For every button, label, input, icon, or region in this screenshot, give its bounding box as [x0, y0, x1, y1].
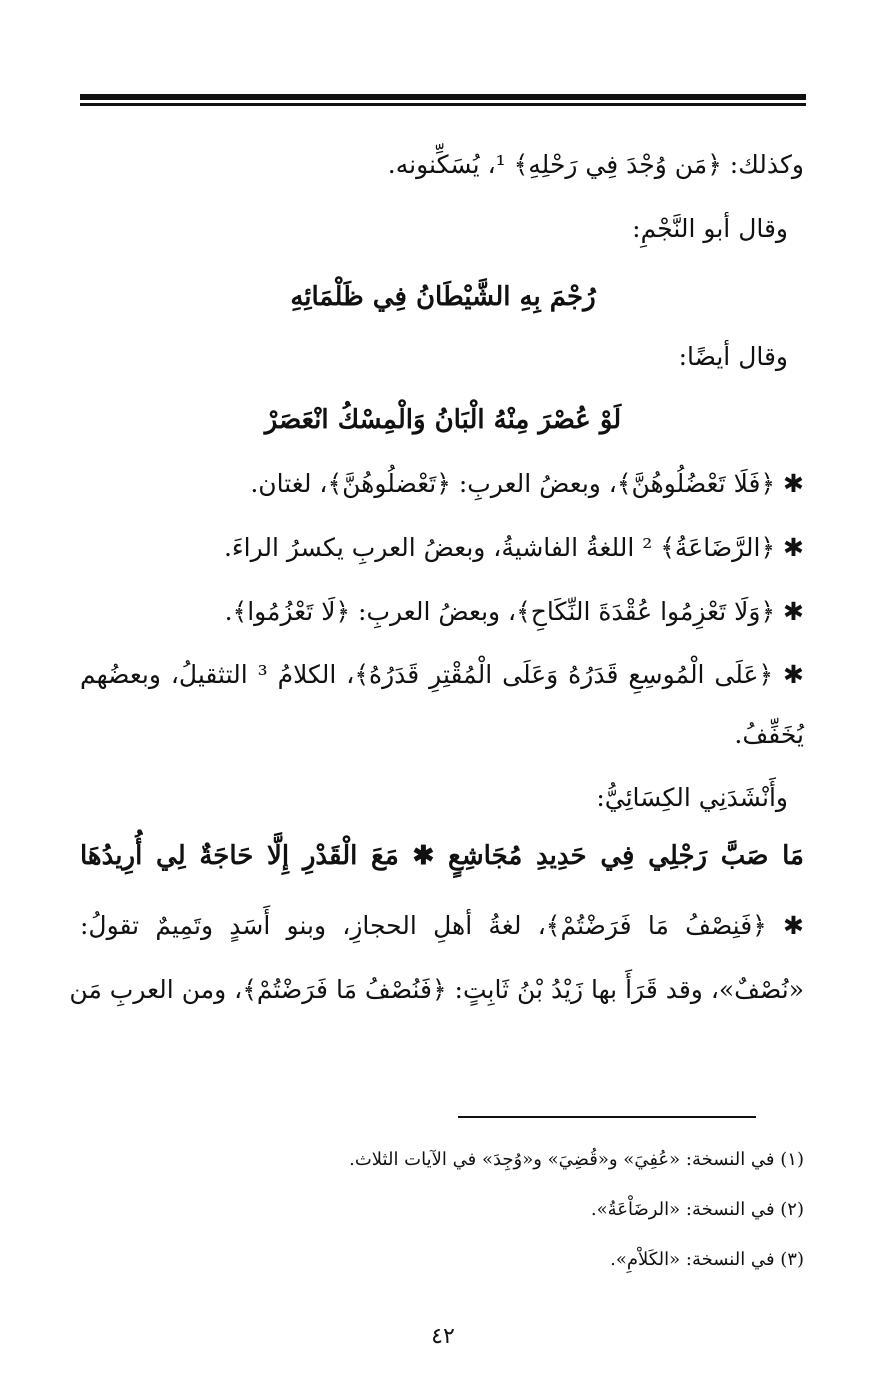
verse-line-2: لَوْ عُصْرَ مِنْهُ الْبَانُ وَالْمِسْكُ انْعَصَرْ	[264, 405, 622, 435]
text-line-1: وكذلك: ﴿مَن وُجْدَ فِي رَحْلِهِ﴾ ¹، يُسَكِّنونه.	[387, 150, 804, 179]
text-line-6: ✱ ﴿وَلَا تَعْزِمُوا عُقْدَةَ النِّكَاحِ﴾، وبعضُ العربِ: ﴿لَا تَعْزُمُوا﴾.	[224, 597, 804, 626]
footnote-3: (٣) في النسخة: «الكَلاْمِ».	[610, 1249, 804, 1270]
text-line-4: ✱ ﴿فَلَا تَعْضُلُوهُنَّ﴾، وبعضُ العربِ: ﴿تَعْضلُوهُنَّ﴾، لغتان.	[250, 469, 804, 498]
page-number: ٤٢	[431, 1324, 455, 1349]
text-line-8: يُخَفِّفُ.	[734, 720, 804, 749]
footnote-1: (١) في النسخة: «عُفِيَ» و«قُضِيَ» و«وُجِدَ» في الآيات الثلاث.	[349, 1149, 804, 1170]
text-line-5: ✱ ﴿الرَّضَاعَةُ﴾ ² اللغةُ الفاشيةُ، وبعضُ العربِ يكسرُ الراءَ.	[223, 533, 804, 562]
text-line-11: «نُصْفٌ»، وقد قَرَأَ بها زَيْدُ بْنُ ثَابِتٍ: ﴿فَنُصْفُ مَا فَرَضْتُمْ﴾، ومن العربِ مَن	[69, 975, 804, 1004]
text-line-3: وقال أيضًا:	[678, 342, 788, 371]
text-line-9: وأَنْشَدَنِي الكِسَائِيُّ:	[596, 783, 788, 812]
footnote-2: (٢) في النسخة: «الرضَاْعَةُ».	[590, 1199, 804, 1220]
header-rule-thick	[80, 94, 806, 100]
header-rule-thin	[80, 103, 806, 106]
text-line-10: ✱ ﴿فَنِصْفُ مَا فَرَضْتُمْ﴾، لغةُ أهلِ الحجازِ، وبنو أَسَدٍ وتَمِيمٌ تقولُ:	[80, 911, 804, 940]
verse-line-1: رُجْمَ بِهِ الشَّيْطَانُ فِي ظَلْمَائِهِ	[290, 282, 596, 312]
text-line-2: وقال أبو النَّجْمِ:	[632, 214, 788, 243]
verse-line-3: مَا صَبَّ رَجْلِي فِي حَدِيدِ مُجَاشِعٍ ✱ مَعَ الْقَدْرِ إِلَّا حَاجَةٌ لِي أُرِيدُهَا	[80, 841, 804, 871]
footnote-separator	[458, 1116, 756, 1118]
text-line-7: ✱ ﴿عَلَى الْمُوسِعِ قَدَرُهُ وَعَلَى الْمُقْتِرِ قَدَرُهُ﴾، الكلامُ ³ التثقيلُ، وبعضُهم	[80, 660, 804, 689]
